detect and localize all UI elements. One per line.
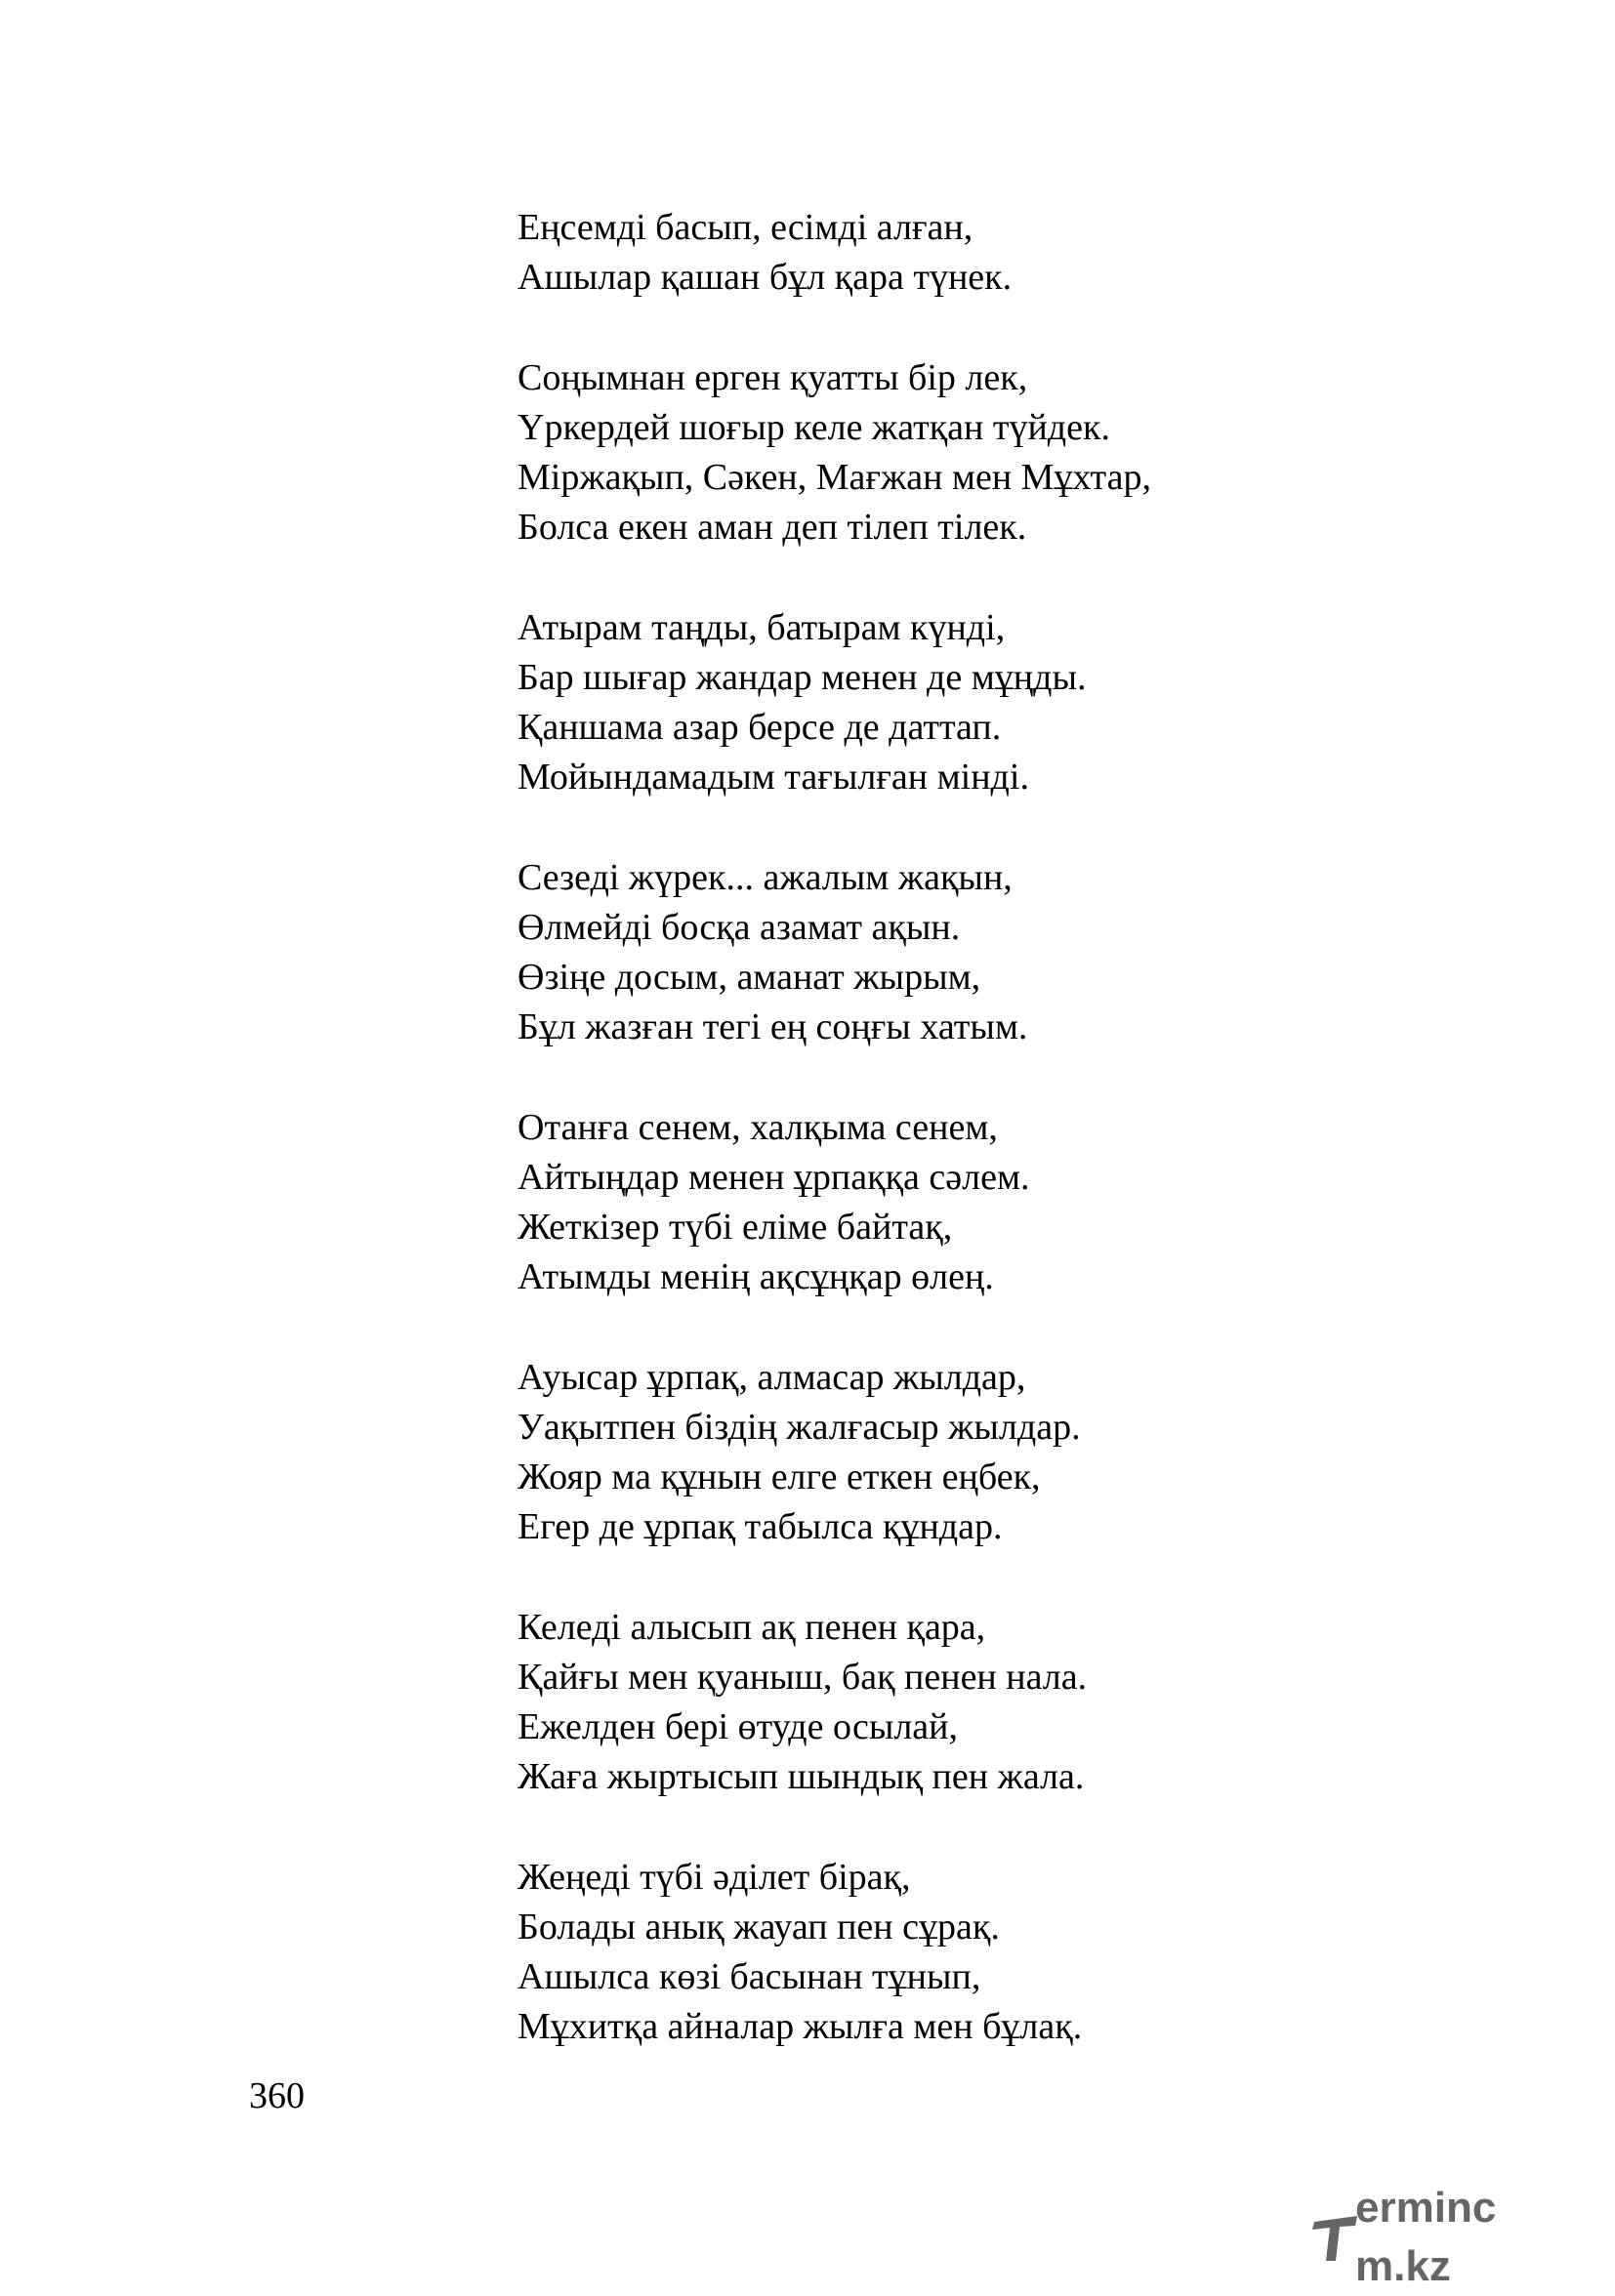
poem-line: Жояр ма құнын елге еткен еңбек, — [518, 1456, 1041, 1497]
poem-line: Болса екен аман деп тілеп тілек. — [518, 507, 1027, 548]
poem-line: Жеткізер түбі еліме байтақ, — [518, 1207, 953, 1248]
poem-line: Міржақып, Сәкен, Мағжан мен Мұхтар, — [518, 457, 1151, 498]
poem — [518, 203, 1396, 2103]
stanza-8 — [518, 1853, 1396, 2052]
watermark-text: erminc m.kz — [1355, 2184, 1497, 2290]
poem-line: Өзіңе досым, аманат жырым, — [518, 957, 981, 998]
poem-line: Жаға жыртысып шындық пен жала. — [518, 1756, 1085, 1797]
poem-line: Қаншама азар берсе де даттап. — [518, 707, 1002, 748]
poem-line: Жеңеді түбі әділет бірақ, — [518, 1857, 911, 1898]
poem-line: Ауысар ұрпақ, алмасар жылдар, — [518, 1357, 1026, 1398]
poem-line: Ежелден бері өтуде осылай, — [518, 1706, 959, 1747]
poem-line: Сезеді жүрек... ажалым жақын, — [518, 857, 1013, 898]
stanza-2 — [518, 353, 1396, 553]
stanza-3 — [518, 603, 1396, 802]
poem-line: Қайғы мен қуаныш, бақ пенен нала. — [518, 1657, 1088, 1698]
poem-line: Бар шығар жандар менен де мұңды. — [518, 657, 1087, 698]
poem-line: Ашылар қашан бұл қара түнек. — [518, 257, 1013, 298]
poem-line: Атымды менің ақсұңқар өлең. — [518, 1256, 994, 1297]
poem-line: Еңсемді басып, есімді алған, — [518, 207, 973, 248]
stanza-4 — [518, 853, 1396, 1052]
poem-line: Айтыңдар менен ұрпаққа сәлем. — [518, 1157, 1030, 1198]
poem-line: Үркердей шоғыр келе жатқан түйдек. — [518, 407, 1110, 448]
poem-line: Егер де ұрпақ табылса құндар. — [518, 1506, 1003, 1547]
stanza-5 — [518, 1103, 1396, 1302]
page-number: 360 — [249, 2075, 305, 2116]
poem-line: Мұхитқа айналар жылға мен бұлақ. — [518, 2006, 1083, 2047]
watermark — [1306, 2184, 1599, 2290]
poem-line: Отанға сенем, халқыма сенем, — [518, 1107, 998, 1148]
poem-line: Атырам таңды, батырам күнді, — [518, 607, 1006, 648]
poem-line: Өлмейді босқа азамат ақын. — [518, 907, 961, 948]
poem-line: Бұл жазған тегі ең соңғы хатым. — [518, 1006, 1028, 1047]
stanza-7 — [518, 1603, 1396, 1802]
poem-line: Келеді алысып ақ пенен қара, — [518, 1607, 986, 1648]
stanza-6 — [518, 1353, 1396, 1552]
poem-line: Ашылса көзі басынан тұнып, — [518, 1956, 981, 1997]
poem-line: Уақытпен біздің жалғасыр жылдар. — [518, 1407, 1081, 1448]
poem-line: Болады анық жауап пен сұрақ. — [518, 1906, 1000, 1948]
poem-line: Соңымнан ерген қуатты бір лек, — [518, 357, 1028, 398]
stanza-1 — [518, 203, 1396, 303]
poem-line: Мойындамадым тағылған мінді. — [518, 757, 1029, 798]
